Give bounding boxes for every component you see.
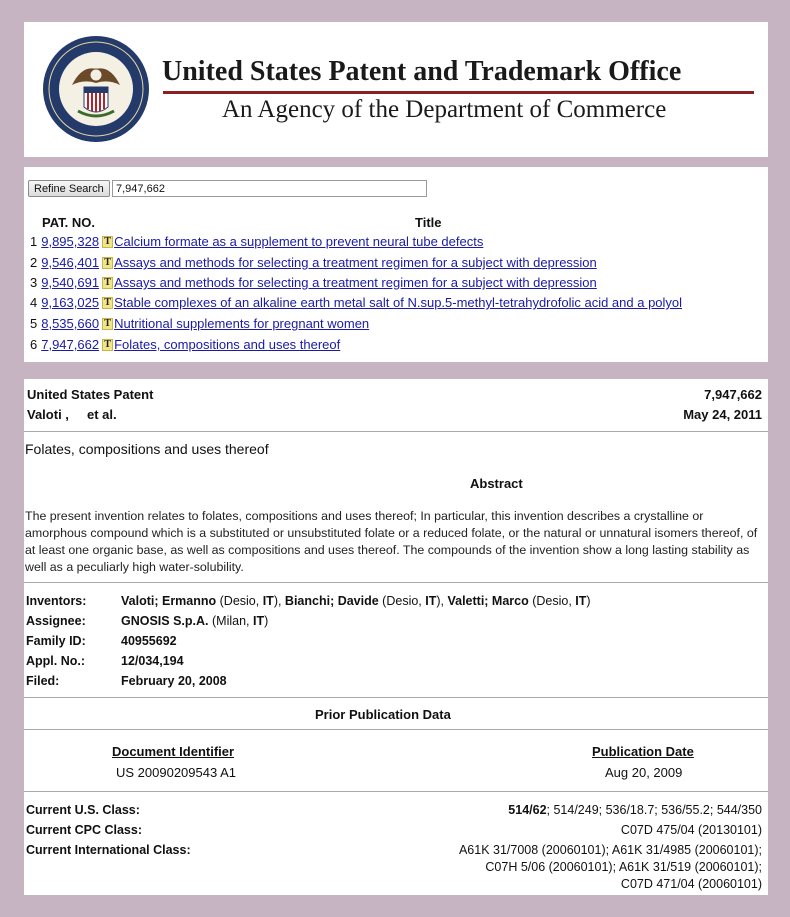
filed-value: February 20, 2008: [121, 674, 227, 688]
intl-class-line: A61K 31/7008 (20060101); A61K 31/4985 (20060101);: [458, 843, 762, 857]
inventor-location: ),: [436, 594, 448, 608]
publication-date-value: Aug 20, 2009: [605, 765, 683, 780]
inventor-country: IT: [262, 594, 274, 608]
result-row: [30, 316, 369, 334]
full-text-icon[interactable]: T: [102, 318, 113, 330]
result-row: [30, 337, 340, 355]
result-row: [30, 295, 682, 313]
patent-detail-panel: [24, 379, 768, 895]
result-title-link[interactable]: Calcium formate as a supplement to prevent neural tube defects: [114, 234, 484, 249]
agency-subtitle: An Agency of the Department of Commerce: [222, 96, 667, 123]
search-results-panel: [24, 167, 768, 362]
patent-title: Folates, compositions and uses thereof: [25, 441, 269, 457]
patent-number: 7,947,662: [704, 387, 762, 402]
inventor-name: Valetti; Marco: [447, 594, 529, 608]
intl-class-label: Current International Class:: [26, 843, 191, 857]
assignee-location: (Milan,: [208, 614, 253, 628]
result-row: [30, 234, 483, 252]
inventor-location: ),: [273, 594, 285, 608]
inventor-location: ): [586, 594, 591, 608]
abstract-text: The present invention relates to folates, compositions and uses thereof; In particular, this invention describes a crystalline or amorphous compound which is a substituted or unsubstituted folate or a reduced folate, or the natural or unnatural isomers thereof, of at least one organic base, as well as compositions and uses thereof. The compounds of the invention show a long lasting stability as well as a peculiarly high water-solubility.: [25, 509, 758, 574]
divider: [24, 697, 768, 698]
inventors-value: [121, 594, 591, 608]
intl-class-line: C07D 471/04 (20060101): [620, 877, 762, 891]
us-class-value: [508, 803, 762, 817]
inventor-location: (Desio,: [378, 594, 426, 608]
assignee-label: Assignee:: [26, 614, 86, 628]
result-title-link[interactable]: Nutritional supplements for pregnant women: [114, 316, 370, 331]
full-text-icon[interactable]: T: [102, 257, 113, 269]
abstract-heading: Abstract: [470, 476, 523, 491]
issue-date: May 24, 2011: [683, 407, 762, 422]
result-patno-link[interactable]: 7,947,662: [41, 337, 100, 352]
result-number: 1: [30, 234, 38, 249]
result-number: 5: [30, 316, 38, 331]
result-row: [30, 275, 597, 293]
family-id-label: Family ID:: [26, 634, 86, 648]
uspto-seal-logo: [42, 35, 150, 143]
inventor-location: (Desio,: [216, 594, 263, 608]
result-number: 2: [30, 255, 38, 270]
full-text-icon[interactable]: T: [102, 236, 113, 248]
result-patno-link[interactable]: 9,895,328: [41, 234, 100, 249]
us-class-primary: 514/62: [508, 803, 547, 817]
result-patno-link[interactable]: 9,540,691: [41, 275, 100, 290]
us-class-secondary: ; 514/249; 536/18.7; 536/55.2; 544/350: [546, 803, 762, 817]
inventor-name: Bianchi; Davide: [284, 594, 379, 608]
result-row: [30, 255, 597, 273]
family-id-value: 40955692: [121, 634, 177, 648]
title-divider: [163, 91, 754, 94]
intl-class-line: C07H 5/06 (20060101); A61K 31/519 (20060101);: [485, 860, 762, 874]
result-patno-link[interactable]: 8,535,660: [41, 316, 100, 331]
appl-no-value: 12/034,194: [121, 654, 184, 668]
office-title: United States Patent and Trademark Office: [162, 56, 682, 87]
publication-date-heading: Publication Date: [592, 744, 694, 759]
document-identifier-value: US 20090209543 A1: [116, 765, 236, 780]
assignee-value: [121, 614, 268, 628]
inventor-short: Valoti , et al.: [27, 407, 117, 422]
result-patno-link[interactable]: 9,546,401: [41, 255, 100, 270]
result-number: 4: [30, 295, 38, 310]
assignee-location: ): [264, 614, 269, 628]
column-header-title: Title: [415, 215, 442, 230]
patent-type-label: United States Patent: [27, 387, 154, 402]
result-title-link[interactable]: Assays and methods for selecting a treatment regimen for a subject with depression: [114, 275, 597, 290]
result-number: 6: [30, 337, 38, 352]
result-title-link[interactable]: Stable complexes of an alkaline earth metal salt of N.sup.5-methyl-tetrahydrofolic acid and a polyol: [114, 295, 683, 310]
appl-no-label: Appl. No.:: [26, 654, 86, 668]
result-number: 3: [30, 275, 38, 290]
inventor-country: IT: [575, 594, 587, 608]
uspto-header: [24, 22, 768, 157]
divider: [24, 791, 768, 792]
divider: [24, 582, 768, 583]
divider: [24, 729, 768, 730]
refine-search-input[interactable]: [112, 180, 427, 197]
filed-label: Filed:: [26, 674, 60, 688]
cpc-class-value: C07D 475/04 (20130101): [620, 823, 762, 837]
cpc-class-label: Current CPC Class:: [26, 823, 142, 837]
divider: [24, 431, 768, 432]
us-class-label: Current U.S. Class:: [26, 803, 140, 817]
result-title-link[interactable]: Folates, compositions and uses thereof: [114, 337, 341, 352]
full-text-icon[interactable]: T: [102, 297, 113, 309]
document-identifier-heading: Document Identifier: [112, 744, 235, 759]
full-text-icon[interactable]: T: [102, 339, 113, 351]
full-text-icon[interactable]: T: [102, 277, 113, 289]
assignee-name: GNOSIS S.p.A.: [121, 614, 209, 628]
result-title-link[interactable]: Assays and methods for selecting a treatment regimen for a subject with depression: [114, 255, 597, 270]
result-patno-link[interactable]: 9,163,025: [41, 295, 100, 310]
inventor-name: Valoti; Ermanno: [121, 594, 217, 608]
inventors-label: Inventors:: [26, 594, 87, 608]
assignee-country: IT: [252, 614, 265, 628]
prior-publication-heading: Prior Publication Data: [315, 707, 451, 722]
inventor-location: (Desio,: [528, 594, 576, 608]
inventor-country: IT: [425, 594, 437, 608]
column-header-pat-no: PAT. NO.: [42, 215, 95, 230]
refine-search-button[interactable]: Refine Search: [28, 180, 110, 197]
